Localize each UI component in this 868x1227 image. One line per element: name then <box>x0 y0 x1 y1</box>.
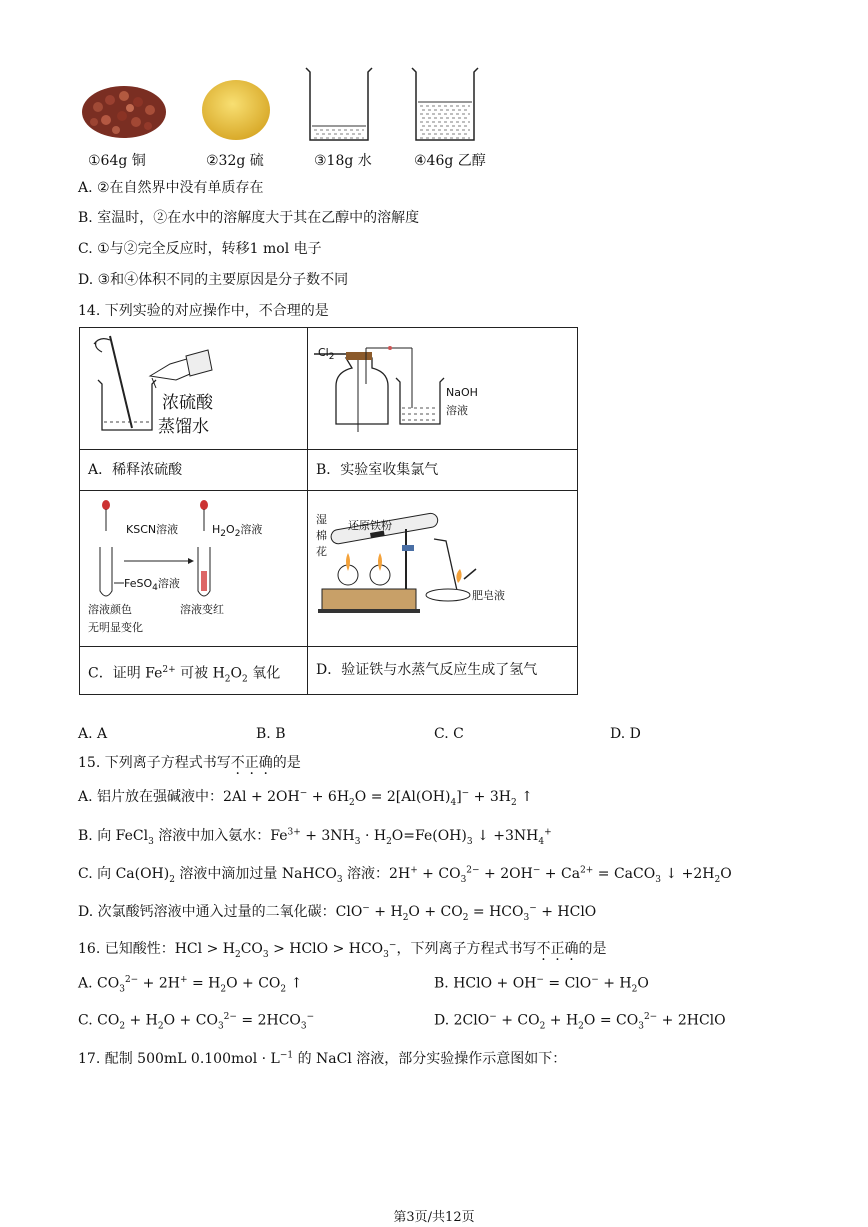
label-feso4: FeSO$_4$溶液 <box>124 577 180 594</box>
label-wet-3: 花 <box>316 545 327 558</box>
label-soap: 肥皂液 <box>472 589 505 602</box>
q13-option-b: B. 室温时，②在水中的溶解度大于其在乙醇中的溶解度 <box>78 210 420 226</box>
caption-sulfur: ②32g 硫 <box>206 153 264 169</box>
q14-experiment-table <box>79 327 578 695</box>
q15-option-d: D. 次氯酸钙溶液中通入过量的二氧化碳：$ClO^- + H_2O + CO_2 = HCO_3^-$ + HClO <box>78 903 597 923</box>
beaker-water-icon <box>302 66 374 144</box>
label-turns-red: 溶液变红 <box>180 603 224 616</box>
caption-ethanol: ④46g 乙醇 <box>414 153 486 169</box>
caption-d: D．验证铁与水蒸气反应生成了氢气 <box>316 662 538 678</box>
label-iron-powder: 还原铁粉 <box>348 519 392 532</box>
sulfur-powder-icon <box>200 70 272 142</box>
label-naoh: NaOH <box>446 386 478 399</box>
caption-a: A．稀释浓硫酸 <box>88 462 183 478</box>
q16-option-b: B. HClO + $OH^- = ClO^- + H_2O$ <box>434 975 649 995</box>
iron-steam-diagram-icon <box>308 491 577 646</box>
label-kscn: KSCN溶液 <box>126 523 179 536</box>
q14-answer-b: B. B <box>256 726 286 742</box>
chlorine-collection-diagram-icon <box>308 328 577 449</box>
caption-copper: ①64g 铜 <box>88 153 146 169</box>
copper-granules-icon <box>78 72 170 142</box>
fig-iron-steam <box>308 491 577 646</box>
q13-option-c: C. ①与②完全反应时，转移1 mol 电子 <box>78 241 322 257</box>
label-wet-1: 湿 <box>316 513 327 526</box>
caption-b: B．实验室收集氯气 <box>316 462 439 478</box>
q15-stem: 15. 下列离子方程式书写不正确的是 <box>78 755 301 771</box>
q16-option-c: C. $CO_2 + H_2O + CO_3^{2-} = 2HCO_3^-$ <box>78 1012 315 1032</box>
q15-option-a: A. 铝片放在强碱液中：$2Al + 2OH^- + 6H_2O = 2[Al(OH)_4]^- + 3H_2$ ↑ <box>78 788 533 808</box>
q13-option-a: A. ②在自然界中没有单质存在 <box>78 180 264 196</box>
q17-stem: 17. 配制 500mL $0.100mol \cdot L^{-1}$ 的 NaCl 溶液，部分实验操作示意图如下： <box>78 1050 567 1067</box>
label-h2o2: $H_2O_2$溶液 <box>212 523 263 540</box>
q14-answer-d: D. D <box>610 726 641 742</box>
beaker-ethanol-icon <box>408 66 480 144</box>
label-distilled-water: 蒸馏水 <box>158 417 209 437</box>
caption-water: ③18g 水 <box>314 153 372 169</box>
q16-stem: 16. 已知酸性：HCl > $H_2CO_3$ > HClO > $HCO_3^-$，下列离子方程式书写不正确的是 <box>78 940 607 960</box>
q14-answer-a: A. A <box>78 726 108 742</box>
q16-option-a: A. $CO_3^{2-} + 2H^+ = H_2O + CO_2$ ↑ <box>78 975 303 995</box>
q15-option-c: C. 向 $Ca(OH)_2$ 溶液中滴加过量 NaHCO$_3$ 溶液：$2H^+ + CO_3^{2-} + 2OH^- + Ca^{2+}$ = CaCO$_3$ ↓ $+2H_2O$ <box>78 865 732 885</box>
label-conc-acid: 浓硫酸 <box>162 393 213 413</box>
label-wet-2: 棉 <box>316 529 327 542</box>
label-no-change-1: 溶液颜色 <box>88 603 132 616</box>
caption-c: C．证明 $Fe^{2+}$ 可被 $H_2O_2$ 氧化 <box>88 665 281 685</box>
label-no-change-2: 无明显变化 <box>88 621 143 634</box>
q16-option-d: D. $2ClO^- + CO_2 + H_2O = CO_3^{2-}$ + 2HClO <box>434 1012 726 1032</box>
fig-collect-chlorine <box>308 328 577 449</box>
q14-answer-c: C. C <box>434 726 464 742</box>
page-footer: 第3页/共12页 <box>393 1210 475 1225</box>
fig-dilute-acid <box>80 328 307 449</box>
fig-fe2-oxidation <box>80 491 307 646</box>
label-cl2: $Cl_2$ <box>318 346 335 363</box>
label-solution: 溶液 <box>446 404 468 417</box>
q15-option-b: B. 向 FeCl$_3$ 溶液中加入氨水：$Fe^{3+} + 3NH_3 \cdot H_2O=Fe(OH)_3$ ↓ $+3NH_4^+$ <box>78 827 552 847</box>
q14-stem: 14. 下列实验的对应操作中，不合理的是 <box>78 303 329 319</box>
q13-option-d: D. ③和④体积不同的主要原因是分子数不同 <box>78 272 349 288</box>
